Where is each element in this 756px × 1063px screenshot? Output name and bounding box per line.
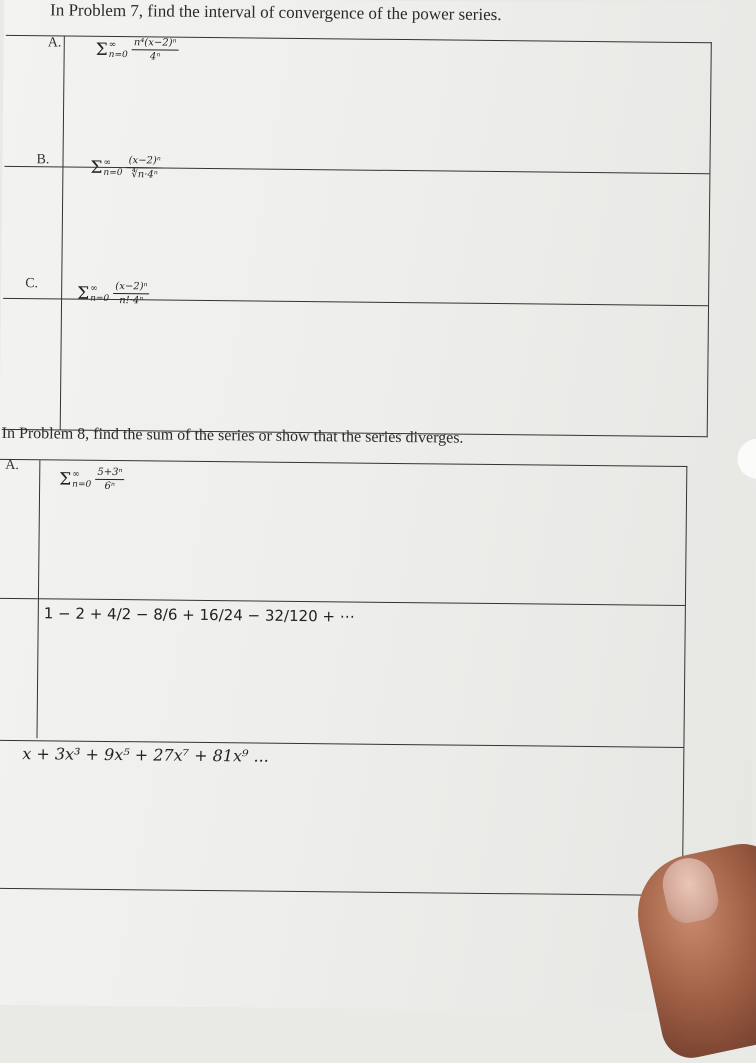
denominator: ∜n·4ⁿ — [131, 169, 158, 181]
sum-lower-limit: n=0 — [103, 167, 123, 178]
item-label-8a: A. — [5, 457, 20, 474]
series-8a — [59, 466, 125, 492]
sum-upper-limit: ∞ — [103, 157, 112, 168]
sigma-icon: Σ — [90, 157, 103, 178]
denominator: n!·4ⁿ — [119, 295, 144, 307]
numerator: (x−2)ⁿ — [127, 155, 163, 168]
series-7a — [96, 37, 179, 63]
series-7b — [90, 155, 163, 181]
sum-lower-limit: n=0 — [90, 293, 110, 304]
numerator: n⁴(x−2)ⁿ — [132, 37, 179, 50]
sum-upper-limit: ∞ — [90, 283, 98, 294]
sigma-icon: Σ — [77, 283, 90, 304]
sum-upper-limit: ∞ — [108, 39, 117, 50]
item-label-7c: C. — [25, 276, 39, 292]
numerator: (x−2)ⁿ — [113, 281, 149, 294]
problem-7-table — [2, 35, 712, 437]
series-8c: x + 3x³ + 9x⁵ + 27x⁷ + 81x⁹ ... — [22, 744, 269, 766]
denominator: 4ⁿ — [149, 51, 161, 63]
sum-lower-limit: n=0 — [72, 479, 92, 490]
problem-8-table — [0, 459, 687, 896]
light-glare — [737, 439, 756, 479]
series-8b: 1 − 2 + 4/2 − 8/6 + 16/24 − 32/120 + ⋯ — [43, 604, 355, 626]
item-label-7a: A. — [47, 35, 62, 51]
problem-8-heading: In Problem 8, find the sum of the series or show that the series diverges. — [1, 424, 464, 447]
sigma-icon: Σ — [95, 39, 108, 60]
table-column-divider — [60, 36, 65, 429]
sum-upper-limit: ∞ — [72, 469, 80, 480]
sigma-icon: Σ — [59, 468, 72, 490]
denominator: 6ⁿ — [104, 480, 116, 493]
sum-lower-limit: n=0 — [108, 49, 128, 60]
numerator: 5+3ⁿ — [95, 467, 124, 480]
item-label-7b: B. — [36, 152, 50, 168]
series-7c — [77, 281, 150, 307]
problem-7-heading: In Problem 7, find the interval of convergence of the power series. — [50, 0, 502, 25]
